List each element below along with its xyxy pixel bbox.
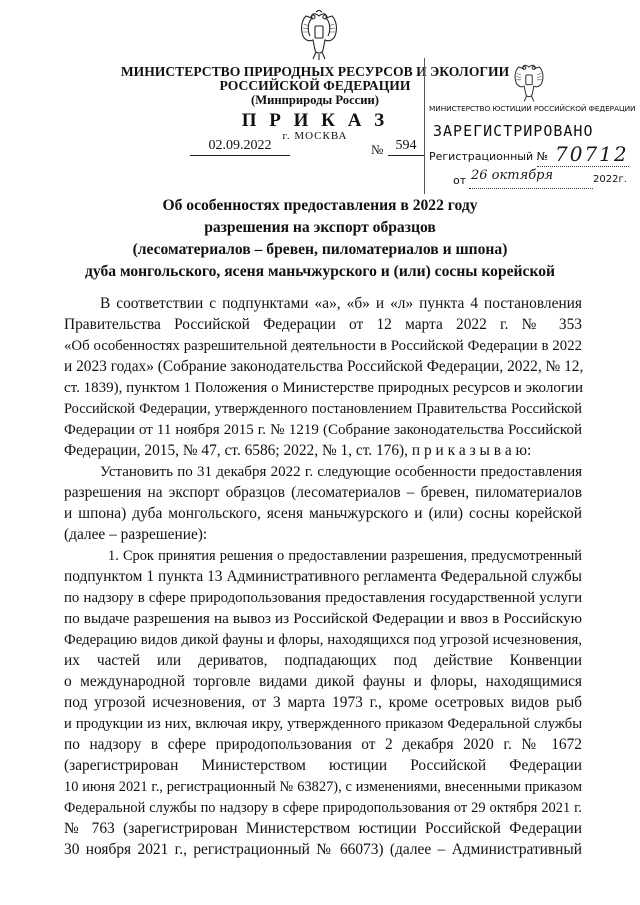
document-title-line: Об особенностях предоставления в 2022 году [162,197,478,214]
order-number: 594 [388,138,424,156]
order-date: 02.09.2022 [190,138,290,156]
body-line: (далее – разрешение): [64,526,208,543]
coat-of-arms-icon [509,62,549,104]
stamp-underline [537,166,629,167]
body-line: «Об особенностях разрешительной деятельности в Российской Федерации в 2022 [64,338,582,354]
body-line: и продукции из них, включая икру, утвержденного приказом Федеральной службы [64,716,582,732]
body-line: Установить по 31 декабря 2022 г. следующие особенности предоставления [100,464,582,480]
body-line: и 2023 годах» (Собрание законодательства Российской Федерации, 2022, № 12, [64,358,584,375]
body-line: Федерацию видов дикой фауны и флоры, находящихся под угрозой исчезновения, [64,632,582,648]
body-line: Правительства Российской Федерации от 12 марта 2022 г. № 353 [64,316,582,333]
document-type: П Р И К А З [241,110,389,131]
ministry-short-name: (Минприроды России) [251,93,379,107]
document-title-line: (лесоматериалов – бревен, пиломатериалов и шпона) [132,241,508,258]
registration-stamp [424,58,635,194]
body-line: по надзору в сфере природопользования от 2 декабря 2020 г. № 1672 [64,736,582,753]
body-line: по выдаче разрешения на вывоз из Российской Федерации и ввоз в Российскую [64,610,582,627]
stamp-status: ЗАРЕГИСТРИРОВАНО [433,122,594,140]
ministry-name: МИНИСТЕРСТВО ПРИРОДНЫХ РЕСУРСОВ И ЭКОЛОГИИ [120,64,510,79]
body-line: Федерации, 2015, № 47, ст. 6586; 2022, № 1, ст. 176), п р и к а з ы в а ю: [64,442,532,459]
body-line: под угрозой исчезновения, от 3 марта 1973 г., кроме осетровых видов рыб [64,694,582,711]
body-line: о международной торговле видами дикой фауны и флоры, находящимися [64,673,582,690]
body-line: ст. 1839), пунктом 1 Положения о Министерстве природных ресурсов и экологии [64,380,584,396]
stamp-year: 2022г. [593,174,627,185]
stamp-organization: МИНИСТЕРСТВО ЮСТИЦИИ РОССИЙСКОЙ ФЕДЕРАЦИИ [429,104,636,113]
body-line: подпунктом 1 пункта 13 Административного регламента Федеральной службы [64,568,582,585]
body-line: (зарегистрирован Министерством юстиции Российской Федерации [64,757,582,774]
document-title-line: дуба монгольского, ясеня маньчжурского и (или) сосны корейской [84,263,556,280]
city: г. МОСКВА [282,130,348,142]
stamp-registration-number: 70712 [555,142,629,166]
body-line: № 763 (зарегистрирован Министерством юстиции Российской Федерации [64,820,582,837]
stamp-registration-label: Регистрационный № [429,150,549,163]
body-line: Российской Федерации, утвержденного постановлением Правительства Российской [64,401,582,417]
body-line: их частей или дериватов, подпадающих под действие Конвенции [64,652,582,669]
stamp-date-prefix: от [453,174,467,187]
body-line: и шпона) дуба монгольского, ясеня маньчжурского и (или) сосны корейской [64,505,582,522]
number-label: № [371,142,384,157]
stamp-handwritten-date: 26 октября [471,168,554,183]
stamp-underline [469,188,593,189]
body-line: В соответствии с подпунктами «а», «б» и «л» пункта 4 постановления [100,295,582,312]
ministry-name-country: РОССИЙСКОЙ ФЕДЕРАЦИИ [219,78,411,93]
body-line: 1. Срок принятия решения о предоставлении разрешения, предусмотренный [108,548,582,564]
body-line: Федерации от 11 ноября 2015 г. № 1219 (Собрание законодательства Российской [64,422,582,438]
body-line: по надзору в сфере природопользования предоставления государственной услуги [64,590,582,606]
body-line: разрешения на экспорт образцов (лесоматериалов – бревен, пиломатериалов [64,484,582,501]
document-title-line: разрешения на экспорт образцов [204,219,436,236]
body-line: Федеральной службы по надзору в сфере природопользования от 29 октября 2021 г. [64,800,582,816]
body-line: 30 ноября 2021 г., регистрационный № 66073) (далее – Административный [64,841,582,858]
body-line: 10 июня 2021 г., регистрационный № 63827), с изменениями, внесенными приказом [64,779,582,795]
coat-of-arms-icon [294,10,344,62]
